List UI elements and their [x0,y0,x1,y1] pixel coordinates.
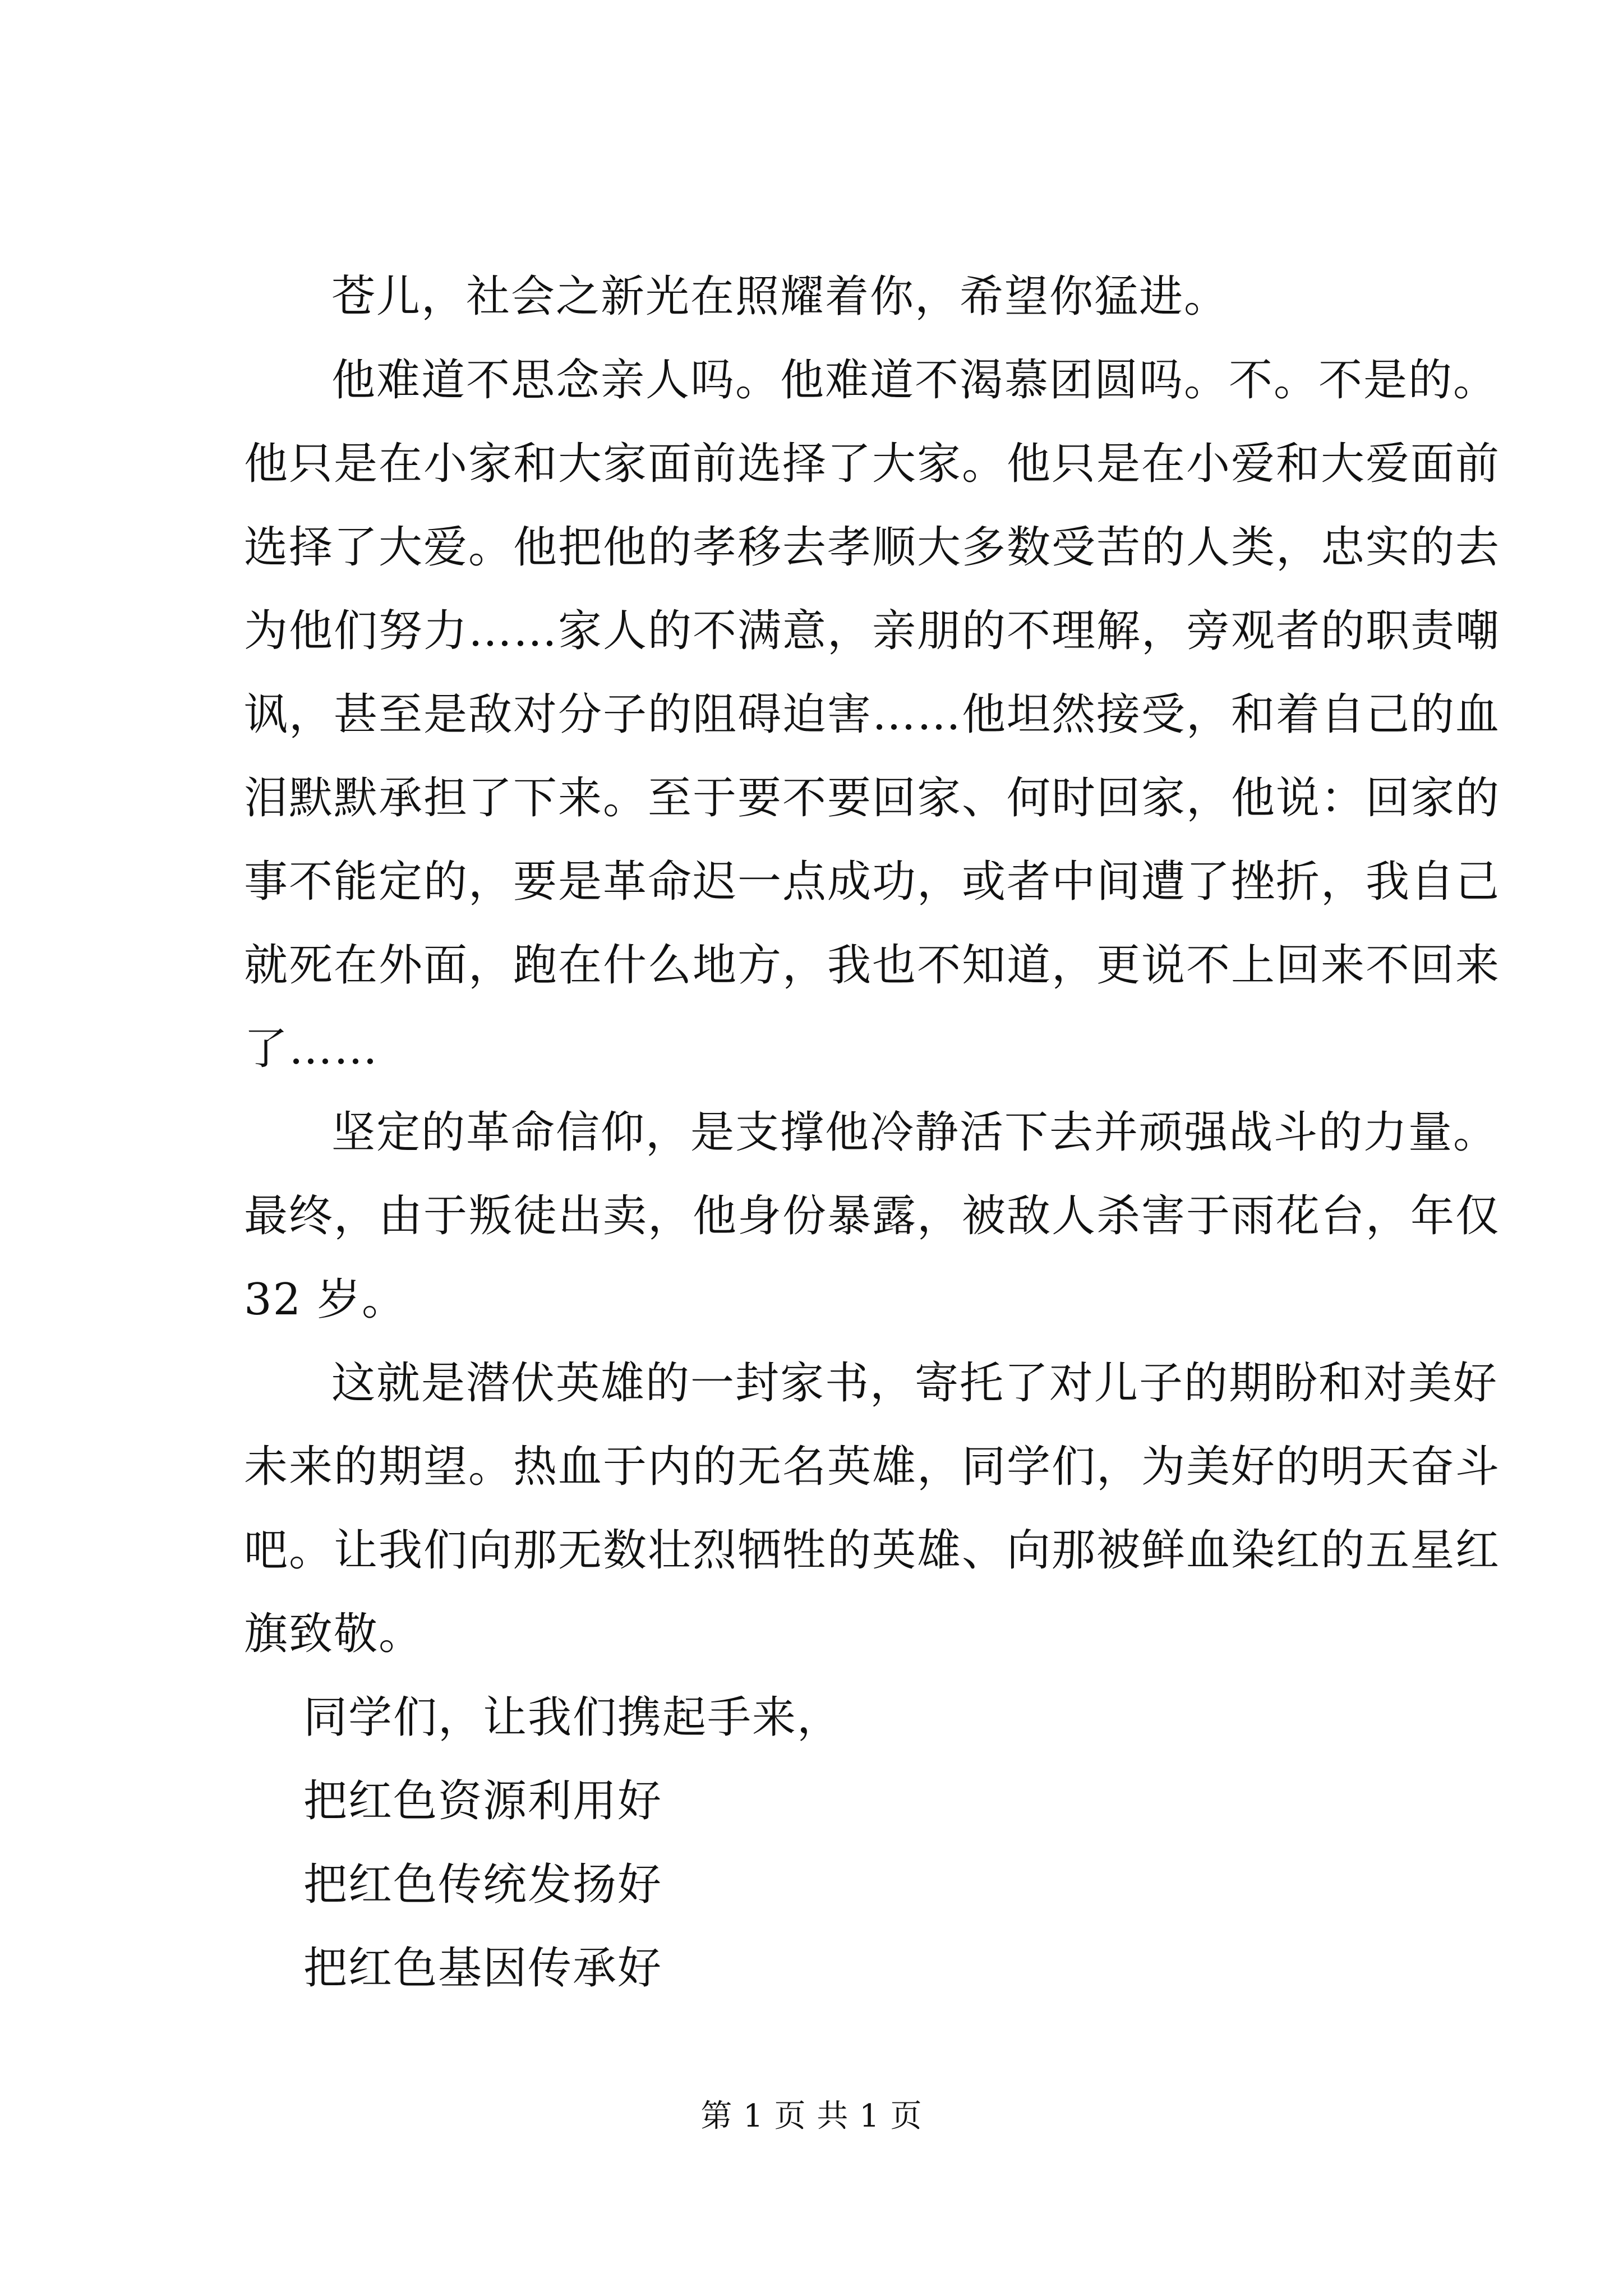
text-line: 选择了大爱。他把他的孝移去孝顺大多数受苦的人类，忠实的去 [244,522,1501,573]
text-line: 他难道不思念亲人吗。他难道不渴慕团圆吗。不。不是的。 [331,355,1498,406]
paragraph [244,255,1433,339]
text-line: 坚定的革命信仰，是支撑他冷静活下去并顽强战斗的力量。 [331,1107,1498,1158]
text-line: 就死在外面，跑在什么地方，我也不知道，更说不上回来不回来 [244,940,1501,991]
text-line: 他只是在小家和大家面前选择了大家。他只是在小爱和大爱面前 [244,439,1501,489]
text-line: 这就是潜伏英雄的一封家书，寄托了对儿子的期盼和对美好 [331,1358,1498,1409]
text-line: 32 岁。 [244,1274,407,1325]
paragraph [244,1342,1501,1676]
page-footer: 第 1 页 共 1 页 [700,2098,923,2134]
text-line: 了…… [244,1024,379,1074]
text-line: 吧。让我们向那无数壮烈牺牲的英雄、向那被鲜血染红的五星红 [244,1525,1501,1576]
text-line: 为他们努力……家人的不满意，亲朋的不理解，旁观者的职责嘲 [244,606,1501,656]
text-line: 事不能定的，要是革命迟一点成功，或者中间遭了挫折，我自己 [244,857,1501,907]
document-body [244,255,1501,2010]
text-line: 把红色基因传承好 [303,1943,663,1994]
text-line: 苍儿，社会之新光在照耀着你，希望你猛进。 [331,272,1229,322]
text-line: 同学们，让我们携起手来， [303,1692,842,1743]
text-line: 旗致敬。 [244,1609,424,1659]
text-line: 讽，甚至是敌对分子的阻碍迫害……他坦然接受，和着自己的血 [244,689,1501,740]
paragraph [244,1091,1501,1342]
text-line: 泪默默承担了下来。至于要不要回家、何时回家，他说：回家的 [244,773,1501,823]
paragraph [244,339,1501,1091]
paragraph [244,1676,1433,2010]
text-line: 最终，由于叛徒出卖，他身份暴露，被敌人杀害于雨花台，年仅 [244,1191,1501,1241]
text-line: 未来的期望。热血于内的无名英雄，同学们，为美好的明天奋斗 [244,1442,1501,1492]
text-line: 把红色传统发扬好 [303,1860,663,1910]
text-line: 把红色资源利用好 [303,1776,663,1826]
